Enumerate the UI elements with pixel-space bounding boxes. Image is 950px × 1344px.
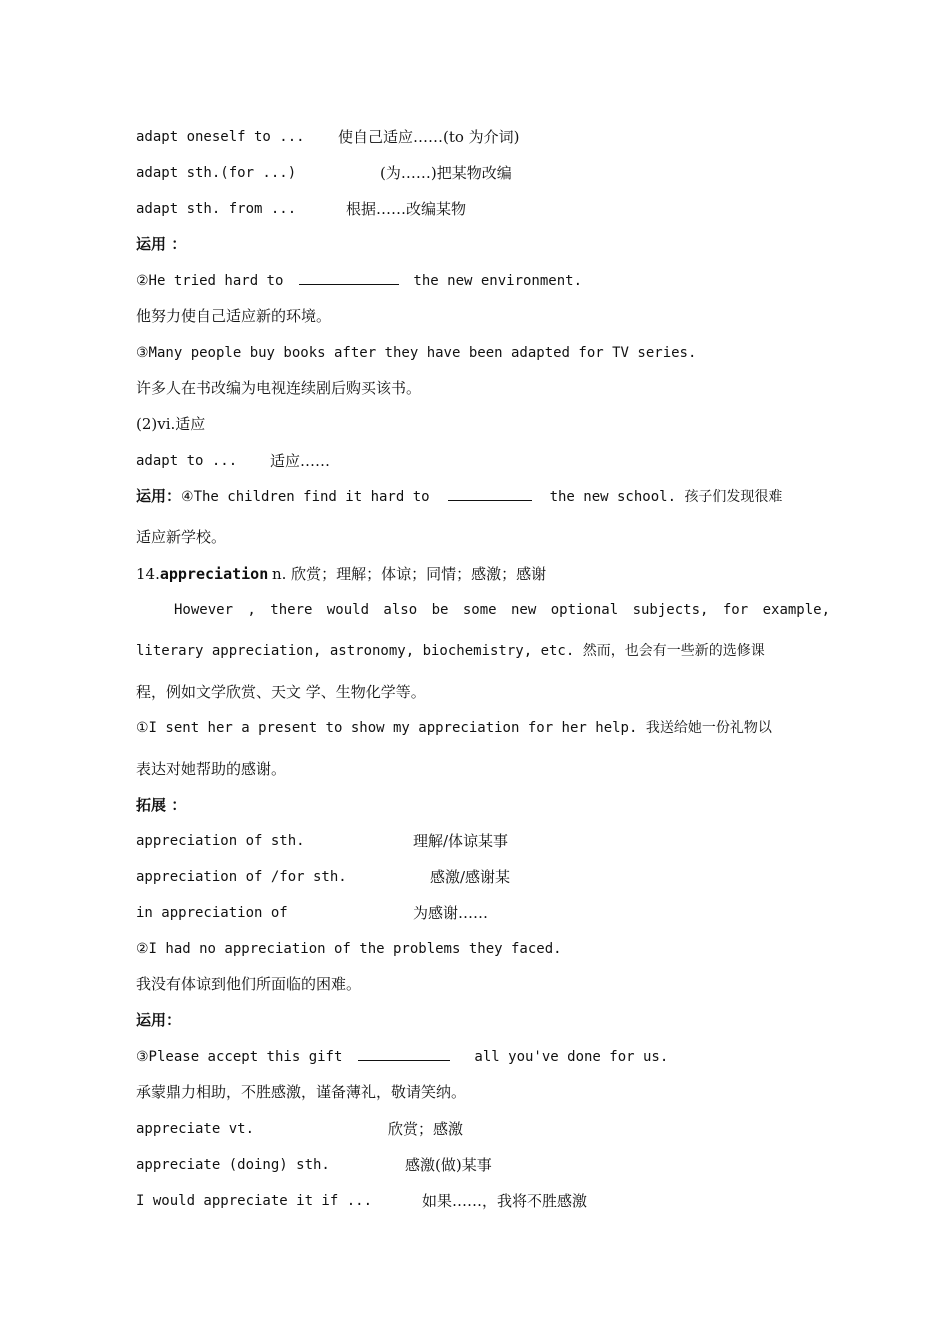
usage-label: 运用： xyxy=(136,487,182,505)
usage-label: 运用： xyxy=(136,1011,182,1029)
answer-blank[interactable] xyxy=(448,488,532,501)
exercise-text: ③Please accept this gift xyxy=(136,1049,343,1065)
phrase-zh: 使自己适应……(to 为介词) xyxy=(338,128,520,146)
phrase-zh: (为……)把某物改编 xyxy=(380,164,512,182)
translation: 他努力使自己适应新的环境。 xyxy=(136,307,332,325)
text-line: 程，例如文学欣赏、天文 学、生物化学等。 xyxy=(136,683,426,701)
translation: 承蒙鼎力相助，不胜感激，谨备薄礼，敬请笑纳。 xyxy=(136,1083,467,1101)
phrase-zh: 感激/感谢某 xyxy=(430,868,511,886)
example-sentence: ①I sent her a present to show my appreciation for her help. 我送给她一份礼物以 xyxy=(136,720,772,736)
phrase-en: appreciate vt. xyxy=(136,1121,255,1137)
text-line: However , there would also be some new optional subjects, for example, xyxy=(174,602,831,618)
phrase-zh: 适应…… xyxy=(270,452,331,470)
answer-blank[interactable] xyxy=(299,272,399,285)
exercise-text: all you've done for us. xyxy=(474,1049,669,1065)
phrase-zh: 欣赏；感激 xyxy=(388,1120,464,1138)
phrase-zh: 感激(做)某事 xyxy=(405,1156,492,1174)
entry-heading xyxy=(136,564,546,585)
phrase-en: in appreciation of xyxy=(136,905,288,921)
expand-label: 拓展 ： xyxy=(136,796,187,814)
phrase-en: appreciate (doing) sth. xyxy=(136,1157,330,1173)
phrase-zh: 理解/体谅某事 xyxy=(413,832,509,850)
phrase-en: adapt to ... xyxy=(136,453,238,469)
phrase-zh: 如果……，我将不胜感激 xyxy=(422,1192,588,1210)
phrase-zh: 根据……改编某物 xyxy=(346,200,467,218)
text-line: literary appreciation, astronomy, biochemistry, etc. 然而，也会有一些新的选修课 xyxy=(136,643,765,659)
entry-number: 14. xyxy=(136,565,160,583)
translation: 许多人在书改编为电视连续剧后购买该书。 xyxy=(136,379,422,397)
exercise-text: ④The children find it hard to xyxy=(181,489,430,505)
exercise-text: the new school. 孩子们发现很难 xyxy=(549,489,783,505)
answer-blank[interactable] xyxy=(358,1048,450,1061)
translation: 我没有体谅到他们所面临的困难。 xyxy=(136,975,362,993)
definition: n. 欣赏；理解；体谅；同情；感激；感谢 xyxy=(271,565,547,583)
phrase-zh: 为感谢…… xyxy=(413,904,489,922)
exercise-sentence xyxy=(136,1047,668,1067)
exercise-sentence xyxy=(136,486,782,507)
example-sentence: ③Many people buy books after they have been adapted for TV series. xyxy=(136,345,697,361)
phrase-en: adapt sth. from ... xyxy=(136,201,297,217)
exercise-sentence xyxy=(136,271,582,291)
sense-heading: (2)vi.适应 xyxy=(136,415,206,433)
phrase-en: adapt sth.(for ...) xyxy=(136,165,297,181)
phrase-en: I would appreciate it if ... xyxy=(136,1193,373,1209)
exercise-text: the new environment. xyxy=(413,273,582,289)
exercise-text: ②He tried hard to xyxy=(136,273,284,289)
phrase-en: appreciation of sth. xyxy=(136,833,305,849)
usage-label: 运用 ： xyxy=(136,235,187,253)
example-sentence: ②I had no appreciation of the problems they faced. xyxy=(136,941,562,957)
translation: 适应新学校。 xyxy=(136,528,227,546)
translation: 表达对她帮助的感谢。 xyxy=(136,760,287,778)
phrase-en: appreciation of /for sth. xyxy=(136,869,347,885)
headword: appreciation xyxy=(159,565,269,583)
phrase-en: adapt oneself to ... xyxy=(136,129,305,145)
